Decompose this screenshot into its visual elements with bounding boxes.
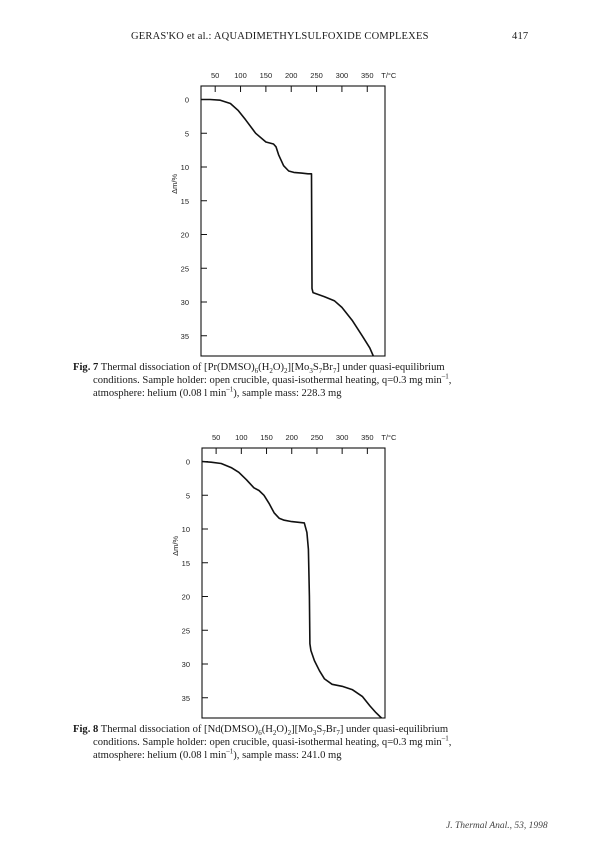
y-tick-label: 35 (181, 693, 190, 703)
x-tick-label: 200 (285, 433, 298, 442)
y-tick-label: 10 (180, 163, 189, 172)
x-axis-label: T/°C (381, 71, 397, 80)
x-tick-label: 250 (310, 433, 324, 442)
figure-8-label: Fig. 8 (73, 724, 99, 735)
y-tick-label: 15 (180, 196, 189, 206)
y-tick-label: 20 (180, 230, 189, 240)
x-tick-label: 100 (234, 71, 247, 80)
x-tick-label: 50 (211, 71, 220, 80)
y-axis-label: Δm/% (170, 173, 179, 194)
x-tick-label: 150 (259, 71, 273, 80)
running-head-title: GERAS'KO et al.: AQUADIMETHYLSULFOXIDE COMPLEXES (131, 31, 429, 42)
figure-7-caption-line2: conditions. Sample holder: open crucible, quasi-isothermal heating, q=0.3 mg min (93, 374, 442, 386)
page-number: 417 (512, 31, 529, 42)
figure-8-caption: Fig. 8 Thermal dissociation of $[Nd(DMSO)_6(H_2O)_2][Mo_3S_7Br_7]$ under quasi-equilibrium conditions. Sample holder: open crucible, quasi-isothermal heating, q=0.3 mg $\min^{-1}$, atmosphere: helium (0.08 l $\min^{-1}$), sample mass: 241.0 mg (73, 724, 543, 762)
plot-frame (201, 86, 385, 356)
x-tick-label: 250 (310, 71, 323, 80)
figure-8-caption-line3: atmosphere: helium (0.08 l $\min^{-1}$), sample mass: 241.0 mg (93, 747, 342, 761)
x-tick-label: 300 (335, 71, 349, 80)
figure-7-caption: Fig. 7 Thermal dissociation of $[Pr(DMSO)_6(H_2O)_2][Mo_3S_7Br_7]$ under quasi-equilibrium conditions. Sample holder: open crucible, quasi-isothermal heating, q=0.3 mg $\min^{-1}$, atmosphere: helium (0.08 l $\min^{-1}$), sample mass: 228.3 mg (73, 362, 543, 400)
y-tick-label: 10 (181, 525, 190, 534)
y-tick-label: 25 (180, 264, 189, 274)
x-tick-label: 300 (335, 433, 349, 442)
x-tick-label: 50 (211, 433, 221, 442)
y-tick-label: 30 (181, 660, 190, 669)
y-tick-label: 30 (180, 298, 189, 307)
y-tick-label: 15 (181, 558, 190, 568)
y-tick-label: 35 (180, 331, 189, 341)
figure-7-label: Fig. 7 (73, 362, 99, 373)
x-tick-label: 350 (361, 433, 374, 442)
y-tick-label: 5 (184, 129, 189, 139)
x-axis-label: T/°C (381, 433, 397, 442)
journal-footer: J. Thermal Anal., 53, 1998 (446, 821, 548, 831)
figure-7-caption-pre: Thermal dissociation of [Pr(DMSO) (100, 362, 255, 373)
figure-8-caption-pre: Thermal dissociation of [Nd(DMSO) (100, 724, 259, 735)
y-axis-label: Δm/% (171, 535, 180, 556)
x-tick-label: 200 (284, 71, 298, 80)
figure-7-caption-post: under quasi-equilibrium (342, 362, 445, 373)
figure-8-chart (0, 424, 605, 724)
x-tick-label: 150 (260, 433, 273, 442)
y-tick-label: 0 (184, 95, 189, 105)
y-tick-label: 5 (185, 491, 190, 501)
running-head (0, 31, 605, 45)
figure-8-caption-line2: conditions. Sample holder: open crucible, quasi-isothermal heating, q=0.3 mg min (93, 736, 442, 748)
tg-curve-line (202, 462, 382, 719)
y-tick-label: 20 (181, 592, 190, 602)
y-tick-label: 0 (185, 457, 190, 467)
figure-7-chart (0, 62, 605, 362)
x-tick-label: 100 (235, 433, 248, 442)
x-tick-label: 350 (361, 71, 374, 80)
plot-frame (202, 448, 385, 718)
figure-7-caption-line3: atmosphere: helium (0.08 l $\min^{-1}$), sample mass: 228.3 mg (93, 385, 342, 399)
figure-8-caption-post: under quasi-equilibrium (346, 724, 449, 735)
tg-curve-line (201, 100, 373, 357)
y-tick-label: 25 (181, 626, 190, 636)
